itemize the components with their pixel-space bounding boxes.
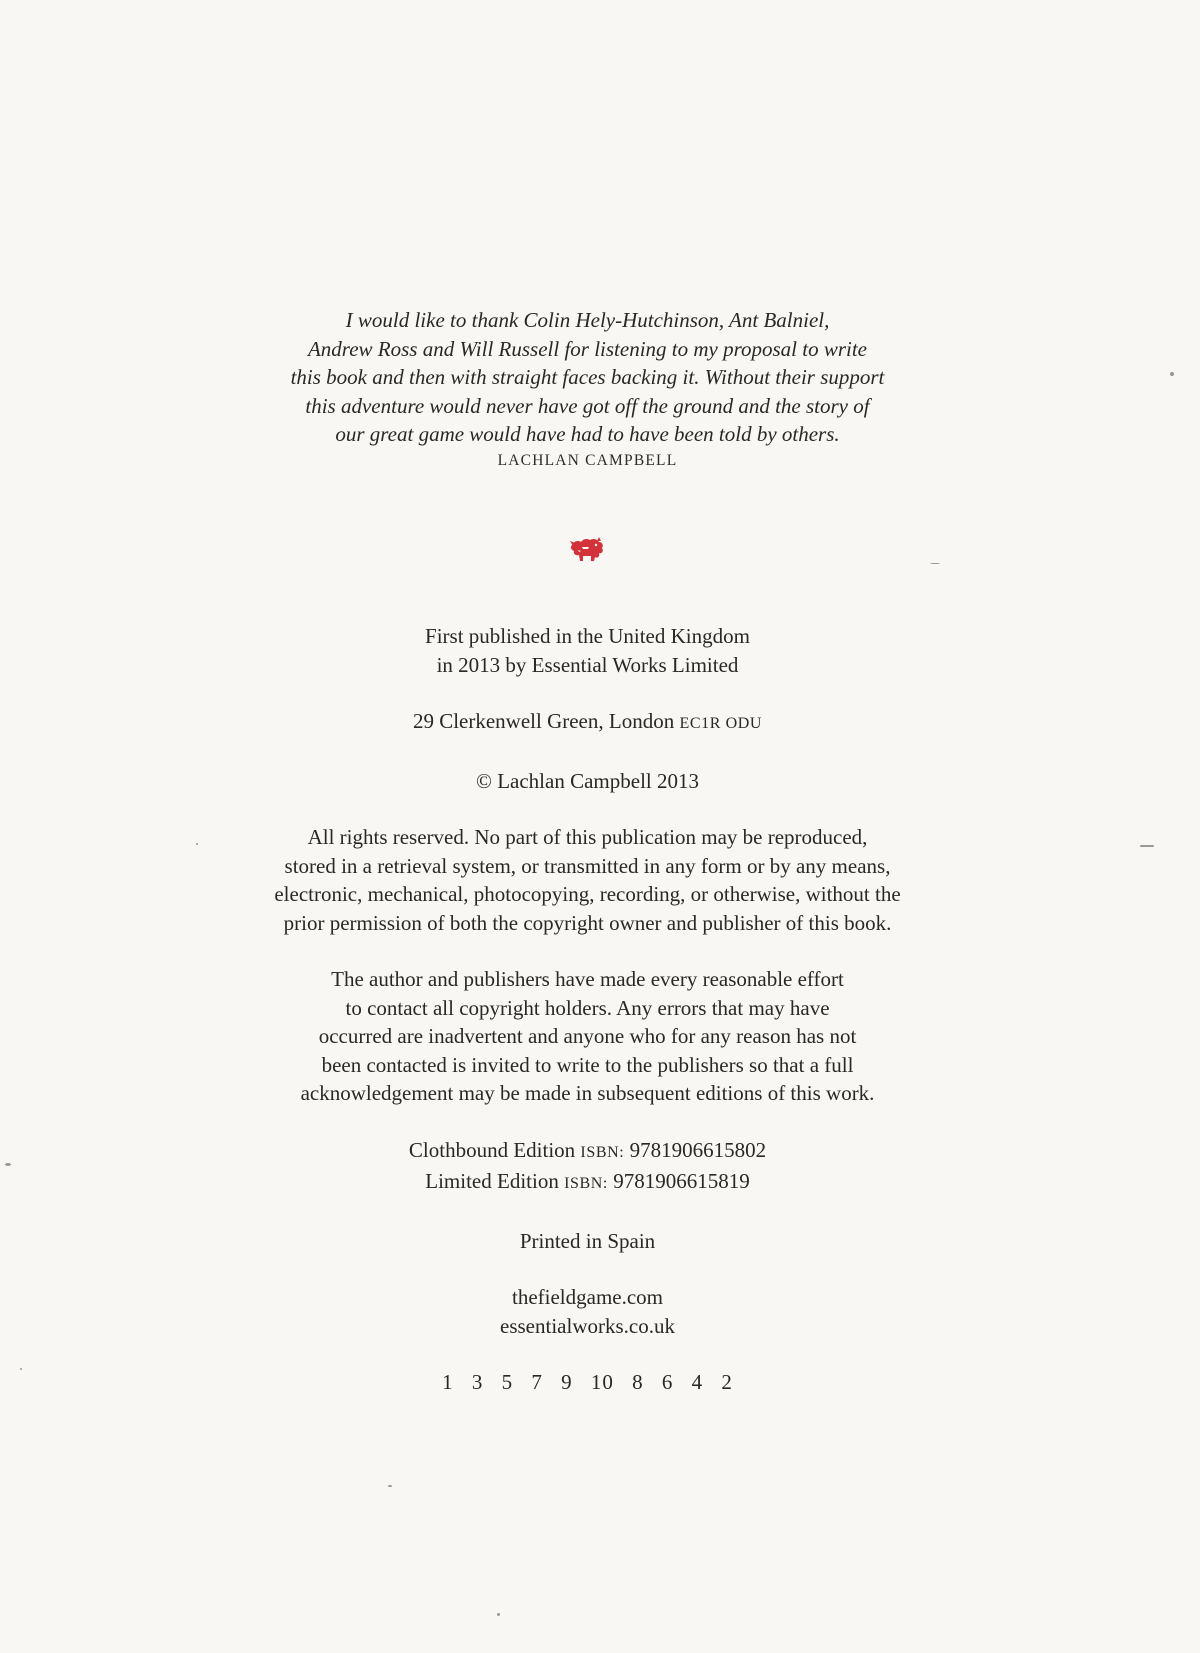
isbn-number: 9781906615819 xyxy=(613,1169,750,1193)
notice-line: acknowledgement may be made in subsequent editions of this work. xyxy=(300,1081,875,1105)
first-published-line: First published in the United Kingdom xyxy=(425,624,750,648)
rights-line: electronic, mechanical, photocopying, recording, or otherwise, without the xyxy=(274,882,901,906)
printer-number-line: 1 3 5 7 9 10 8 6 4 2 xyxy=(442,1370,733,1394)
dedication-line: I would like to thank Colin Hely-Hutchinson, Ant Balniel, xyxy=(345,308,830,332)
rights-line: stored in a retrieval system, or transmitted in any form or by any means, xyxy=(284,853,891,878)
paper-speck xyxy=(497,1613,500,1616)
notice-line: been contacted is invited to write to the publishers so that a full xyxy=(321,1052,854,1077)
notice-line: The author and publishers have made every reasonable effort xyxy=(331,967,844,991)
notice-line: occurred are inadvertent and anyone who for any reason has not xyxy=(318,1024,857,1048)
paper-speck xyxy=(388,1485,392,1487)
paper-speck xyxy=(1140,845,1154,847)
paper-speck xyxy=(196,843,198,845)
imprint xyxy=(0,622,1175,1425)
copyright-notice xyxy=(0,767,1175,796)
first-published-line: in 2013 by Essential Works Limited xyxy=(436,652,739,677)
rights-line: prior permission of both the copyright owner and publisher of this book. xyxy=(283,910,892,935)
isbn-entry xyxy=(0,1136,1175,1168)
paper-speck xyxy=(20,1368,22,1370)
dedication-signature: LACHLAN CAMPBELL xyxy=(497,451,678,469)
permissions-notice xyxy=(0,965,1175,1108)
paper-speck xyxy=(5,1163,11,1166)
isbn-list xyxy=(0,1136,1175,1199)
website-link[interactable]: thefieldgame.com xyxy=(511,1285,664,1309)
printed-in-line: Printed in Spain xyxy=(519,1228,656,1253)
first-published xyxy=(0,622,1175,679)
dedication-line: this adventure would never have got off the ground and the story of xyxy=(305,393,870,418)
dedication-line: Andrew Ross and Will Russell for listening to my proposal to write xyxy=(307,336,868,361)
websites xyxy=(0,1283,1175,1340)
printer-key xyxy=(0,1368,1175,1397)
isbn-label: ISBN: xyxy=(580,1143,625,1161)
dedication-line: this book and then with straight faces backing it. Without their support xyxy=(290,365,885,389)
edition-label: Limited Edition xyxy=(425,1169,559,1193)
address-text: 29 Clerkenwell Green, London xyxy=(412,709,675,733)
rights-statement xyxy=(0,823,1175,937)
dedication xyxy=(0,306,1175,470)
paper-speck xyxy=(1170,372,1174,376)
printed-in xyxy=(0,1227,1175,1256)
red-lion-emblem-icon xyxy=(569,535,605,563)
address-postcode: EC1R ODU xyxy=(679,715,763,732)
edition-label: Clothbound Edition xyxy=(408,1137,576,1162)
dedication-line: our great game would have had to have been told by others. xyxy=(335,422,840,446)
publisher-address xyxy=(0,707,1175,739)
website-link[interactable]: essentialworks.co.uk xyxy=(500,1313,675,1338)
isbn-number: 9781906615802 xyxy=(629,1137,767,1162)
isbn-entry xyxy=(0,1167,1175,1199)
copyright-line: © Lachlan Campbell 2013 xyxy=(476,768,699,793)
rights-line: All rights reserved. No part of this publication may be reproduced, xyxy=(307,825,868,849)
isbn-label: ISBN: xyxy=(564,1175,608,1192)
notice-line: to contact all copyright holders. Any errors that may have xyxy=(345,995,830,1020)
paper-speck xyxy=(930,563,940,564)
